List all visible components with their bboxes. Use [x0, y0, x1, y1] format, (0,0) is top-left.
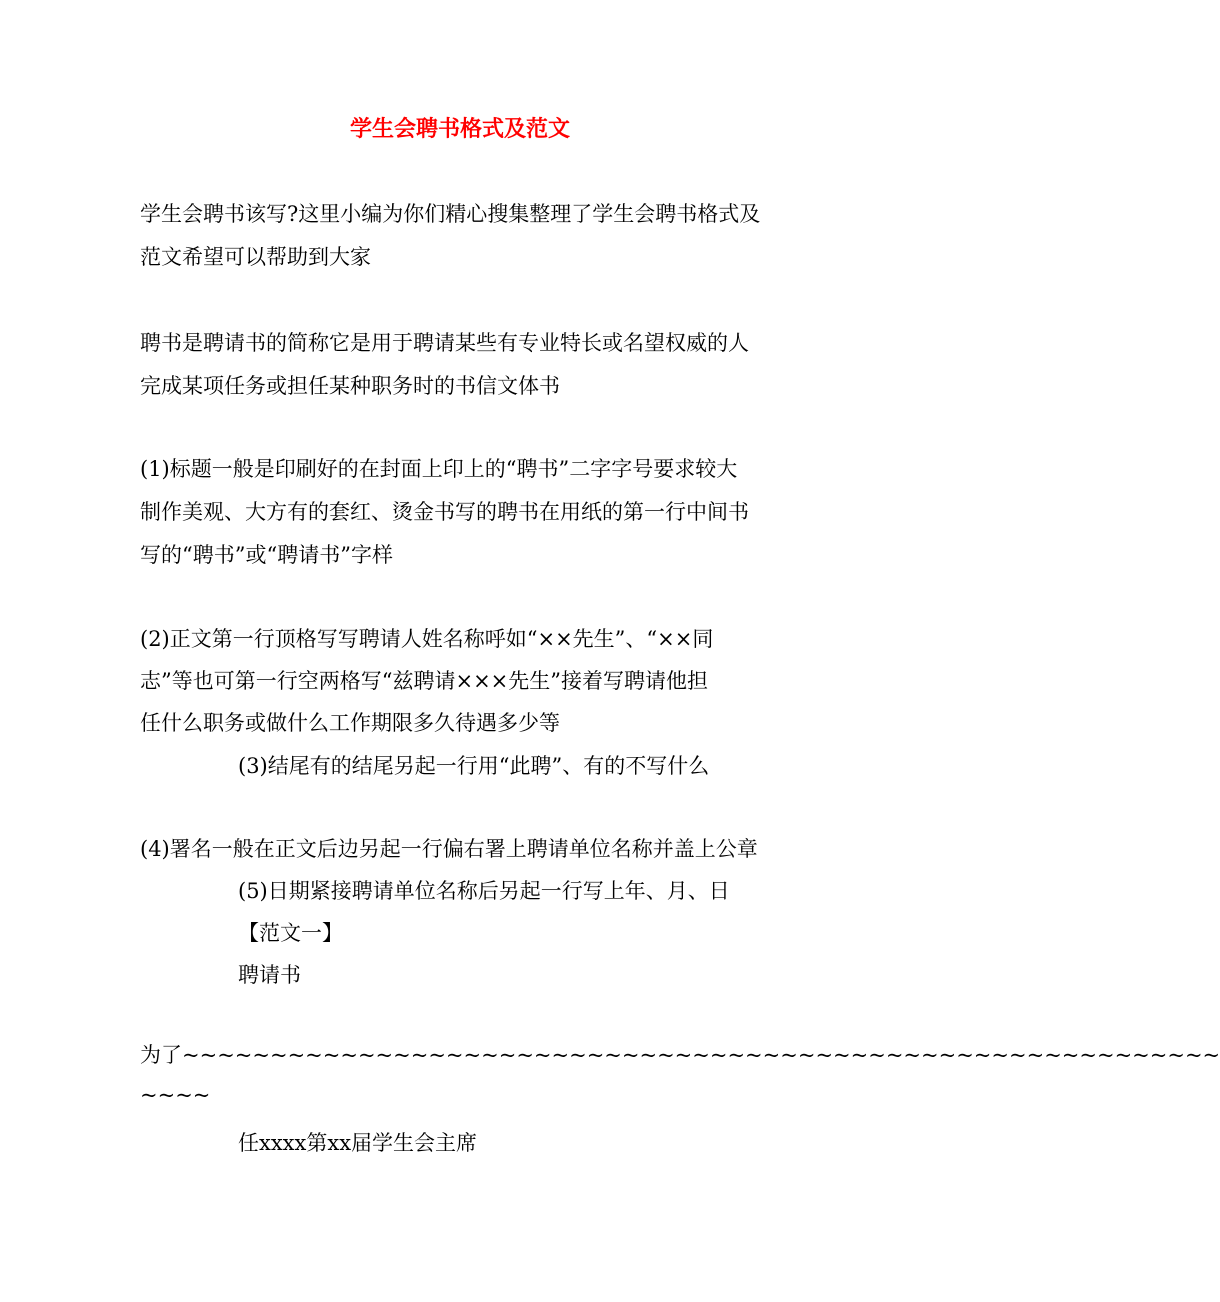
sample-heading: 【范文一】	[238, 921, 343, 945]
paragraph-line: 完成某项任务或担任某种职务时的书信文体书	[140, 374, 560, 398]
paragraph-line: ~~~~	[140, 1083, 211, 1107]
paragraph-line: 制作美观、大方有的套红、烫金书写的聘书在用纸的第一行中间书	[140, 500, 749, 524]
paragraph-line: (2)正文第一行顶格写写聘请人姓名称呼如“××先生”、“××同	[140, 627, 714, 651]
paragraph-line: (3)结尾有的结尾另起一行用“此聘”、有的不写什么	[238, 754, 710, 778]
paragraph-line: 任xxxx第xx届学生会主席	[238, 1131, 478, 1155]
paragraph-line: (5)日期紧接聘请单位名称后另起一行写上年、月、日	[238, 879, 730, 903]
paragraph-line: 写的“聘书”或“聘请书”字样	[140, 543, 393, 567]
paragraph-line: 志”等也可第一行空两格写“兹聘请×××先生”接着写聘请他担	[140, 669, 708, 693]
letter-title: 聘请书	[238, 963, 301, 987]
document-title: 学生会聘书格式及范文	[349, 116, 570, 142]
paragraph-line: 范文希望可以帮助到大家	[140, 245, 371, 269]
paragraph-line: (1)标题一般是印刷好的在封面上印上的“聘书”二字字号要求较大	[140, 457, 738, 481]
paragraph-line: 聘书是聘请书的简称它是用于聘请某些有专业特长或名望权威的人	[140, 331, 749, 355]
paragraph-line: 为了~~~~~~~~~~~~~~~~~~~~~~~~~~~~~~~~~~~~~~~~~~~~~~~~~~~~~~~~~~~	[140, 1043, 1220, 1067]
paragraph-line: 学生会聘书该写?这里小编为你们精心搜集整理了学生会聘书格式及	[140, 202, 761, 226]
paragraph-line: (4)署名一般在正文后边另起一行偏右署上聘请单位名称并盖上公章	[140, 837, 758, 861]
paragraph-line: 任什么职务或做什么工作期限多久待遇多少等	[140, 711, 560, 735]
